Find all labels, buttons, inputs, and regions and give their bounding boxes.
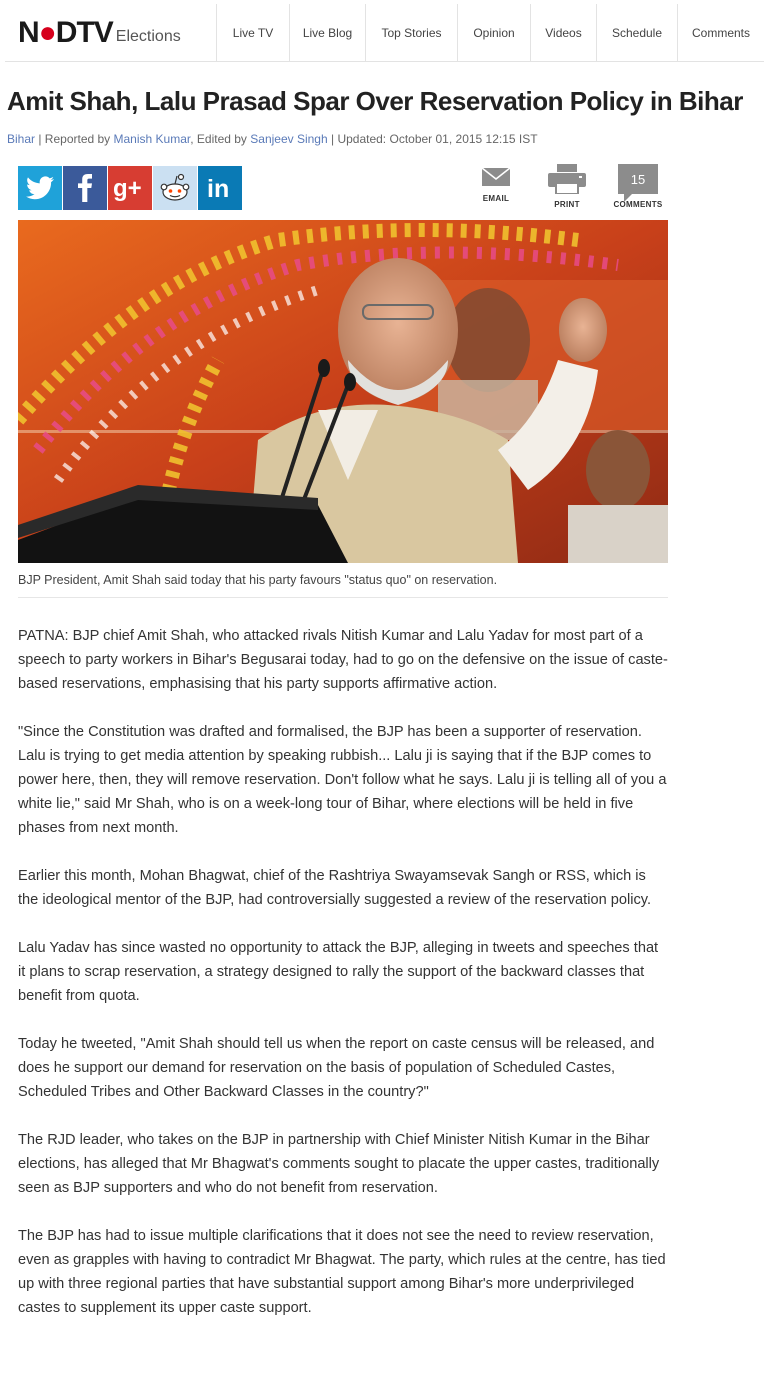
svg-text:in: in <box>207 175 230 201</box>
nav-comments[interactable]: Comments <box>677 4 764 61</box>
svg-text:g+: g+ <box>113 175 142 201</box>
share-bar <box>18 166 243 210</box>
twitter-icon <box>26 176 54 200</box>
article-paragraph: "Since the Constitution was drafted and formalised, the BJP has been a supporter of reservation. Lalu is trying to get media attention by speaking rubbish... Lalu ji is saying that if the BJP comes to power here, then, they will remove reservation. Don't follow what he says. Lalu ji is telling all of you a white lie," said Mr Shah, who is on a week-long tour of Bihar, where elections will be held in five phases from next month. <box>18 724 667 836</box>
nav-schedule[interactable]: Schedule <box>596 4 677 61</box>
email-label: EMAIL <box>482 194 510 203</box>
nav-opinion[interactable]: Opinion <box>457 4 530 61</box>
nav-videos[interactable]: Videos <box>530 4 596 61</box>
nav-live-tv[interactable]: Live TV <box>216 4 289 61</box>
googleplus-icon <box>113 175 147 201</box>
nav-top-stories[interactable]: Top Stories <box>365 4 457 61</box>
linkedin-icon <box>206 175 234 201</box>
article-paragraph: Lalu Yadav has since wasted no opportunity to attack the BJP, alleging in tweets and speeches that it plans to scrap reservation, a strategy designed to rally the support of the backward classes that benefit from quota. <box>18 940 659 1004</box>
twitter-share-button[interactable] <box>18 166 62 210</box>
ndtv-logo-text: N●DTV <box>18 15 113 49</box>
email-button[interactable] <box>480 164 512 209</box>
article-title: Amit Shah, Lalu Prasad Spar Over Reservation Policy in Bihar <box>7 86 743 116</box>
edited-prefix: , Edited by <box>190 132 251 146</box>
ndtv-elections-logo[interactable] <box>5 4 216 61</box>
facebook-share-button[interactable] <box>63 166 107 210</box>
article-paragraph: The BJP has had to issue multiple clarifications that it does not see the need to review reservation, even as grapples with having to contradict Mr Bhagwat. The party, which rules at the centre, has tied up with three regional parties that have substantial support among Bihar's more underprivileged castes to supplement its upper caste support. <box>18 1228 666 1316</box>
logo-subtitle: Elections <box>115 27 181 45</box>
article-paragraph: PATNA: BJP chief Amit Shah, who attacked rivals Nitish Kumar and Lalu Yadav for most part of a speech to party workers in Bihar's Begusarai today, had to go on the defensive on the issue of caste-based reservations, emphasising that his party supports affirmative action. <box>18 628 668 692</box>
facebook-icon <box>77 174 93 202</box>
email-icon <box>481 164 511 188</box>
article-photo <box>18 220 668 563</box>
article-paragraph: Earlier this month, Mohan Bhagwat, chief of the Rashtriya Swayamsevak Sangh or RSS, which is the ideological mentor of the BJP, had controversially suggested a review of the reservation policy. <box>18 868 652 908</box>
article-tools <box>480 164 663 209</box>
article-body <box>18 624 668 1344</box>
nav-live-blog[interactable]: Live Blog <box>289 4 365 61</box>
reddit-share-button[interactable] <box>153 166 197 210</box>
comment-bubble-icon <box>618 164 658 194</box>
googleplus-share-button[interactable] <box>108 166 152 210</box>
section-link[interactable]: Bihar <box>7 132 36 146</box>
article-byline <box>7 132 538 146</box>
comments-label: COMMENTS <box>613 200 663 209</box>
reddit-icon <box>159 173 191 203</box>
article-paragraph: The RJD leader, who takes on the BJP in partnership with Chief Minister Nitish Kumar in the Bihar elections, has alleged that Mr Bhagwat's comments sought to placate the upper castes, traditionally seen as BJP supporters and who do not benefit from reservation. <box>18 1132 660 1196</box>
site-header <box>5 4 764 62</box>
top-nav <box>216 4 764 61</box>
photo-caption: BJP President, Amit Shah said today that his party favours "status quo" on reservation. <box>18 573 668 598</box>
reporter-link[interactable]: Manish Kumar <box>113 132 191 146</box>
article-paragraph: Today he tweeted, "Amit Shah should tell us when the report on caste census will be released, and does he support our demand for reservation on the basis of population of Scheduled Castes, Scheduled Tribes and Other Backward Classes in the country?" <box>18 1036 655 1100</box>
comments-button[interactable] <box>613 164 663 209</box>
print-label: PRINT <box>554 200 580 209</box>
editor-link[interactable]: Sanjeev Singh <box>250 132 328 146</box>
reported-prefix: | Reported by <box>35 132 114 146</box>
updated-timestamp: | Updated: October 01, 2015 12:15 IST <box>327 132 538 146</box>
article-photo-illustration <box>18 220 668 563</box>
print-button[interactable] <box>547 164 587 209</box>
comments-count: 15 <box>630 171 646 187</box>
print-icon <box>548 164 586 194</box>
linkedin-share-button[interactable] <box>198 166 242 210</box>
